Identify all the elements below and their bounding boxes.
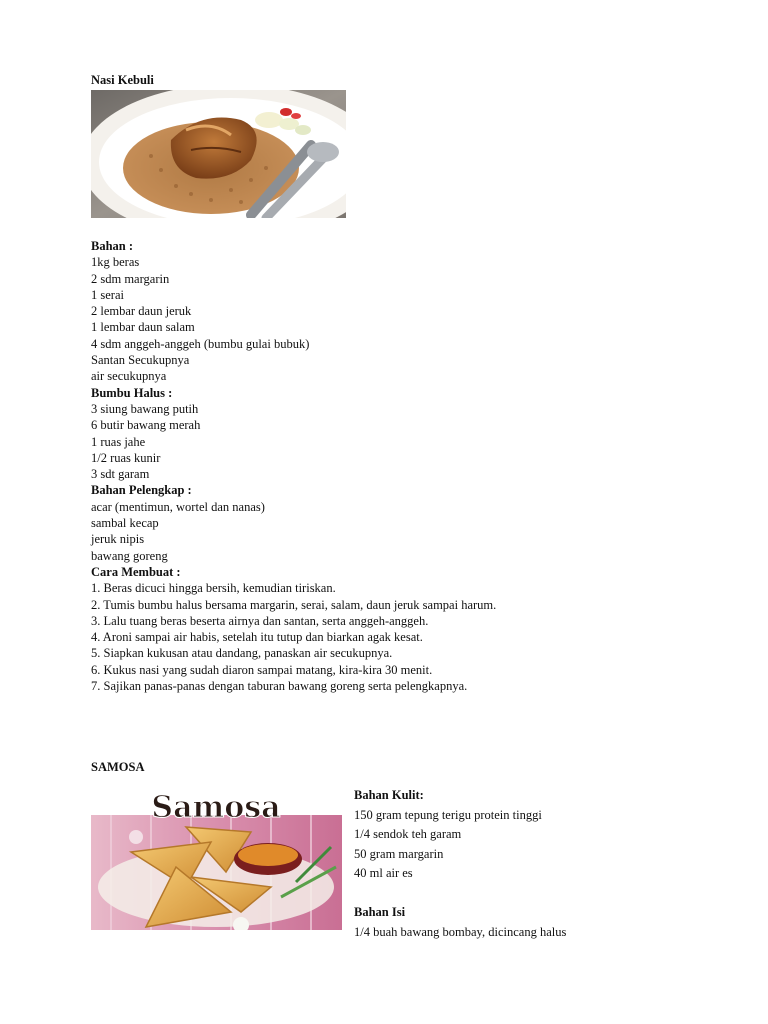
ingredient-line: 40 ml air es xyxy=(354,866,413,880)
ingredient-line: 1 serai xyxy=(91,287,124,302)
ingredient-line: 6 butir bawang merah xyxy=(91,418,201,433)
section-heading: Cara Membuat : xyxy=(91,564,181,579)
section-heading: Bahan : xyxy=(91,239,134,253)
ingredient-line: 1 ruas jahe xyxy=(91,434,146,449)
ingredient-line: 3 siung bawang putih xyxy=(91,401,199,416)
section-heading: Bumbu Halus : xyxy=(91,385,173,400)
step-line: 4. Aroni sampai air habis, setelah itu tutup dan biarkan agak kesat. xyxy=(91,630,423,645)
ingredient-line: sambal kecap xyxy=(91,516,159,531)
ingredient-line: 1/4 sendok teh garam xyxy=(354,827,462,841)
ingredient-line: jeruk nipis xyxy=(91,532,145,547)
step-line: 7. Sajikan panas-panas dengan taburan bawang goreng serta pelengkapnya. xyxy=(91,679,468,694)
ingredient-line: 1/4 buah bawang bombay, dicincang halus xyxy=(354,924,567,939)
recipe-title: Nasi Kebuli xyxy=(91,73,154,87)
step-line: 2. Tumis bumbu halus bersama margarin, serai, salam, daun jeruk sampai harum. xyxy=(91,597,497,612)
ingredient-line: 1 lembar daun salam xyxy=(91,320,195,335)
ingredient-line: air secukupnya xyxy=(91,369,167,384)
ingredient-line: acar (mentimun, wortel dan nanas) xyxy=(91,499,265,514)
step-line: 3. Lalu tuang beras beserta airnya dan santan, serta anggeh-anggeh. xyxy=(91,613,429,628)
step-line: 6. Kukus nasi yang sudah diaron sampai matang, kira-kira 30 menit. xyxy=(91,662,433,677)
ingredient-line: 1kg beras xyxy=(91,255,140,270)
recipe-title: SAMOSA xyxy=(91,760,145,774)
samosa-ingredients xyxy=(354,786,566,942)
ingredient-line: 150 gram tepung terigu protein tinggi xyxy=(354,807,542,822)
ingredient-line: Santan Secukupnya xyxy=(91,353,190,368)
step-line: 1. Beras dicuci hingga bersih, kemudian tiriskan. xyxy=(91,581,336,596)
samosa-photo xyxy=(91,787,342,930)
ingredient-line: 3 sdt garam xyxy=(91,467,150,482)
section-heading: Bahan Kulit: xyxy=(354,788,424,802)
section-heading: Bahan Pelengkap : xyxy=(91,483,192,498)
samosa-image-caption: Samosa xyxy=(151,790,281,825)
ingredient-line: 2 lembar daun jeruk xyxy=(91,304,192,319)
ingredient-line: bawang goreng xyxy=(91,548,168,563)
blank-line xyxy=(354,884,566,904)
nasi-kebuli-photo xyxy=(91,90,346,218)
ingredient-line: 4 sdm anggeh-anggeh (bumbu gulai bubuk) xyxy=(91,336,310,351)
ingredient-line: 50 gram margarin xyxy=(354,846,444,861)
section-heading: Bahan Isi xyxy=(354,905,406,919)
ingredient-line: 1/2 ruas kunir xyxy=(91,450,161,465)
ingredient-line: 2 sdm margarin xyxy=(91,271,170,286)
step-line: 5. Siapkan kukusan atau dandang, panaskan air secukupnya. xyxy=(91,646,393,661)
recipe-body xyxy=(91,238,496,694)
